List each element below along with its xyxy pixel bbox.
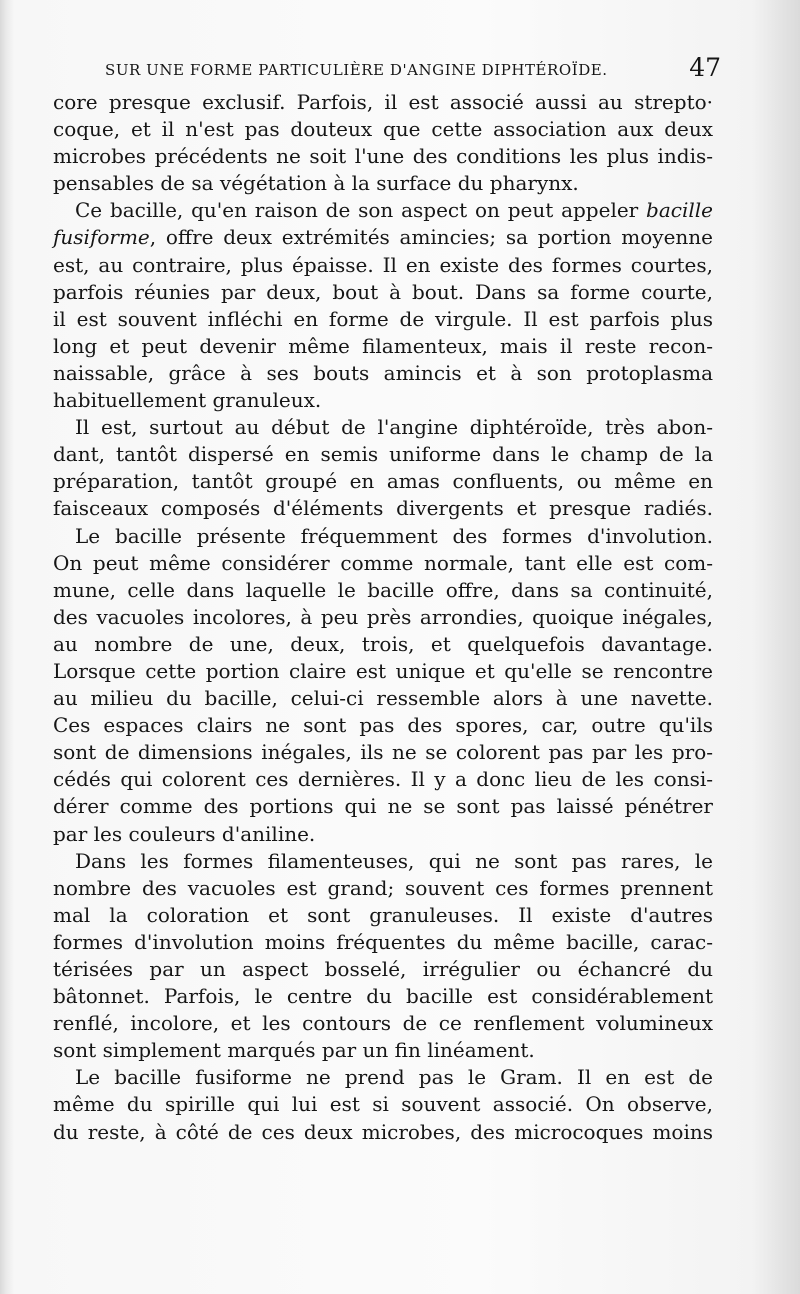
text-line: au milieu du bacille, celui-ci ressemble alors à une navette. bbox=[53, 686, 713, 711]
text-line: du reste, à côté de ces deux microbes, des microcoques moins bbox=[53, 1119, 713, 1144]
text-line: faisceaux composés d'éléments divergents et presque radiés. bbox=[53, 496, 713, 521]
text-line: il est souvent infléchi en forme de virgule. Il est parfois plus bbox=[53, 306, 713, 331]
text-line: est, au contraire, plus épaisse. Il en existe des formes courtes, bbox=[53, 252, 713, 277]
text-line: renflé, incolore, et les contours de ce renflement volumineux bbox=[53, 1011, 713, 1036]
text-line: cédés qui colorent ces dernières. Il y a donc lieu de les consi- bbox=[53, 767, 713, 792]
body-text bbox=[53, 89, 713, 1146]
text-line: core presque exclusif. Parfois, il est associé aussi au strepto· bbox=[53, 90, 713, 114]
text-line: préparation, tantôt groupé en amas confluents, ou même en bbox=[53, 469, 713, 494]
text-line: Il est, surtout au début de l'angine diphtéroïde, très abon- bbox=[75, 415, 713, 440]
text-line bbox=[53, 197, 713, 224]
text-line: habituellement granuleux. bbox=[53, 388, 322, 413]
text-line: parfois réunies par deux, bout à bout. Dans sa forme courte, bbox=[53, 279, 713, 304]
text-line: naissable, grâce à ses bouts amincis et à son protoplasma bbox=[53, 360, 713, 385]
running-title: SUR UNE FORME PARTICULIÈRE D'ANGINE DIPHTÉROÏDE. bbox=[105, 61, 608, 79]
text-line: sont simplement marqués par un fin linéament. bbox=[53, 1038, 535, 1063]
text-line: Le bacille fusiforme ne prend pas le Gram. Il en est de bbox=[75, 1065, 713, 1090]
text-line: des vacuoles incolores, à peu près arrondies, quoique inégales, bbox=[53, 604, 713, 629]
text-line: même du spirille qui lui est si souvent associé. On observe, bbox=[53, 1092, 713, 1117]
text-line: On peut même considérer comme normale, tant elle est com- bbox=[53, 550, 713, 575]
text-line: formes d'involution moins fréquentes du même bacille, carac- bbox=[53, 929, 713, 954]
page-header bbox=[53, 52, 721, 92]
text-line: sont de dimensions inégales, ils ne se colorent pas par les pro- bbox=[53, 740, 713, 765]
text-line: Le bacille présente fréquemment des formes d'involution. bbox=[75, 523, 713, 548]
text-line: nombre des vacuoles est grand; souvent ces formes prennent bbox=[53, 875, 713, 900]
text-line: bâtonnet. Parfois, le centre du bacille est considérablement bbox=[53, 984, 713, 1009]
text-line bbox=[53, 224, 713, 251]
text-line: pensables de sa végétation à la surface du pharynx. bbox=[53, 171, 579, 196]
text-line: long et peut devenir même filamenteux, mais il reste recon- bbox=[53, 333, 713, 358]
text-fragment: Ce bacille, qu'en raison de son aspect on peut appeler bbox=[75, 198, 639, 223]
text-fragment: , offre deux extrémités amincies; sa portion moyenne bbox=[149, 225, 713, 250]
text-line: dant, tantôt dispersé en semis uniforme dans le champ de la bbox=[53, 442, 713, 467]
text-line: térisées par un aspect bosselé, irrégulier ou échancré du bbox=[53, 957, 713, 981]
italic-term: bacille bbox=[646, 198, 713, 223]
text-line: microbes précédents ne soit l'une des conditions les plus indis- bbox=[53, 144, 713, 169]
italic-term: fusiforme bbox=[53, 225, 150, 250]
text-line: dérer comme des portions qui ne se sont pas laissé pénétrer bbox=[53, 794, 713, 819]
text-line: Ces espaces clairs ne sont pas des spores, car, outre qu'ils bbox=[53, 713, 713, 738]
text-line: mune, celle dans laquelle le bacille offre, dans sa continuité, bbox=[53, 577, 713, 602]
text-line: au nombre de une, deux, trois, et quelquefois davantage. bbox=[53, 631, 713, 656]
text-line: Lorsque cette portion claire est unique et qu'elle se rencontre bbox=[53, 658, 713, 683]
text-line: mal la coloration et sont granuleuses. Il existe d'autres bbox=[53, 902, 713, 927]
text-line: par les couleurs d'aniline. bbox=[53, 821, 316, 846]
page-number: 47 bbox=[689, 53, 721, 82]
text-line: Dans les formes filamenteuses, qui ne sont pas rares, le bbox=[75, 848, 713, 873]
text-line: coque, et il n'est pas douteux que cette association aux deux bbox=[53, 117, 713, 142]
